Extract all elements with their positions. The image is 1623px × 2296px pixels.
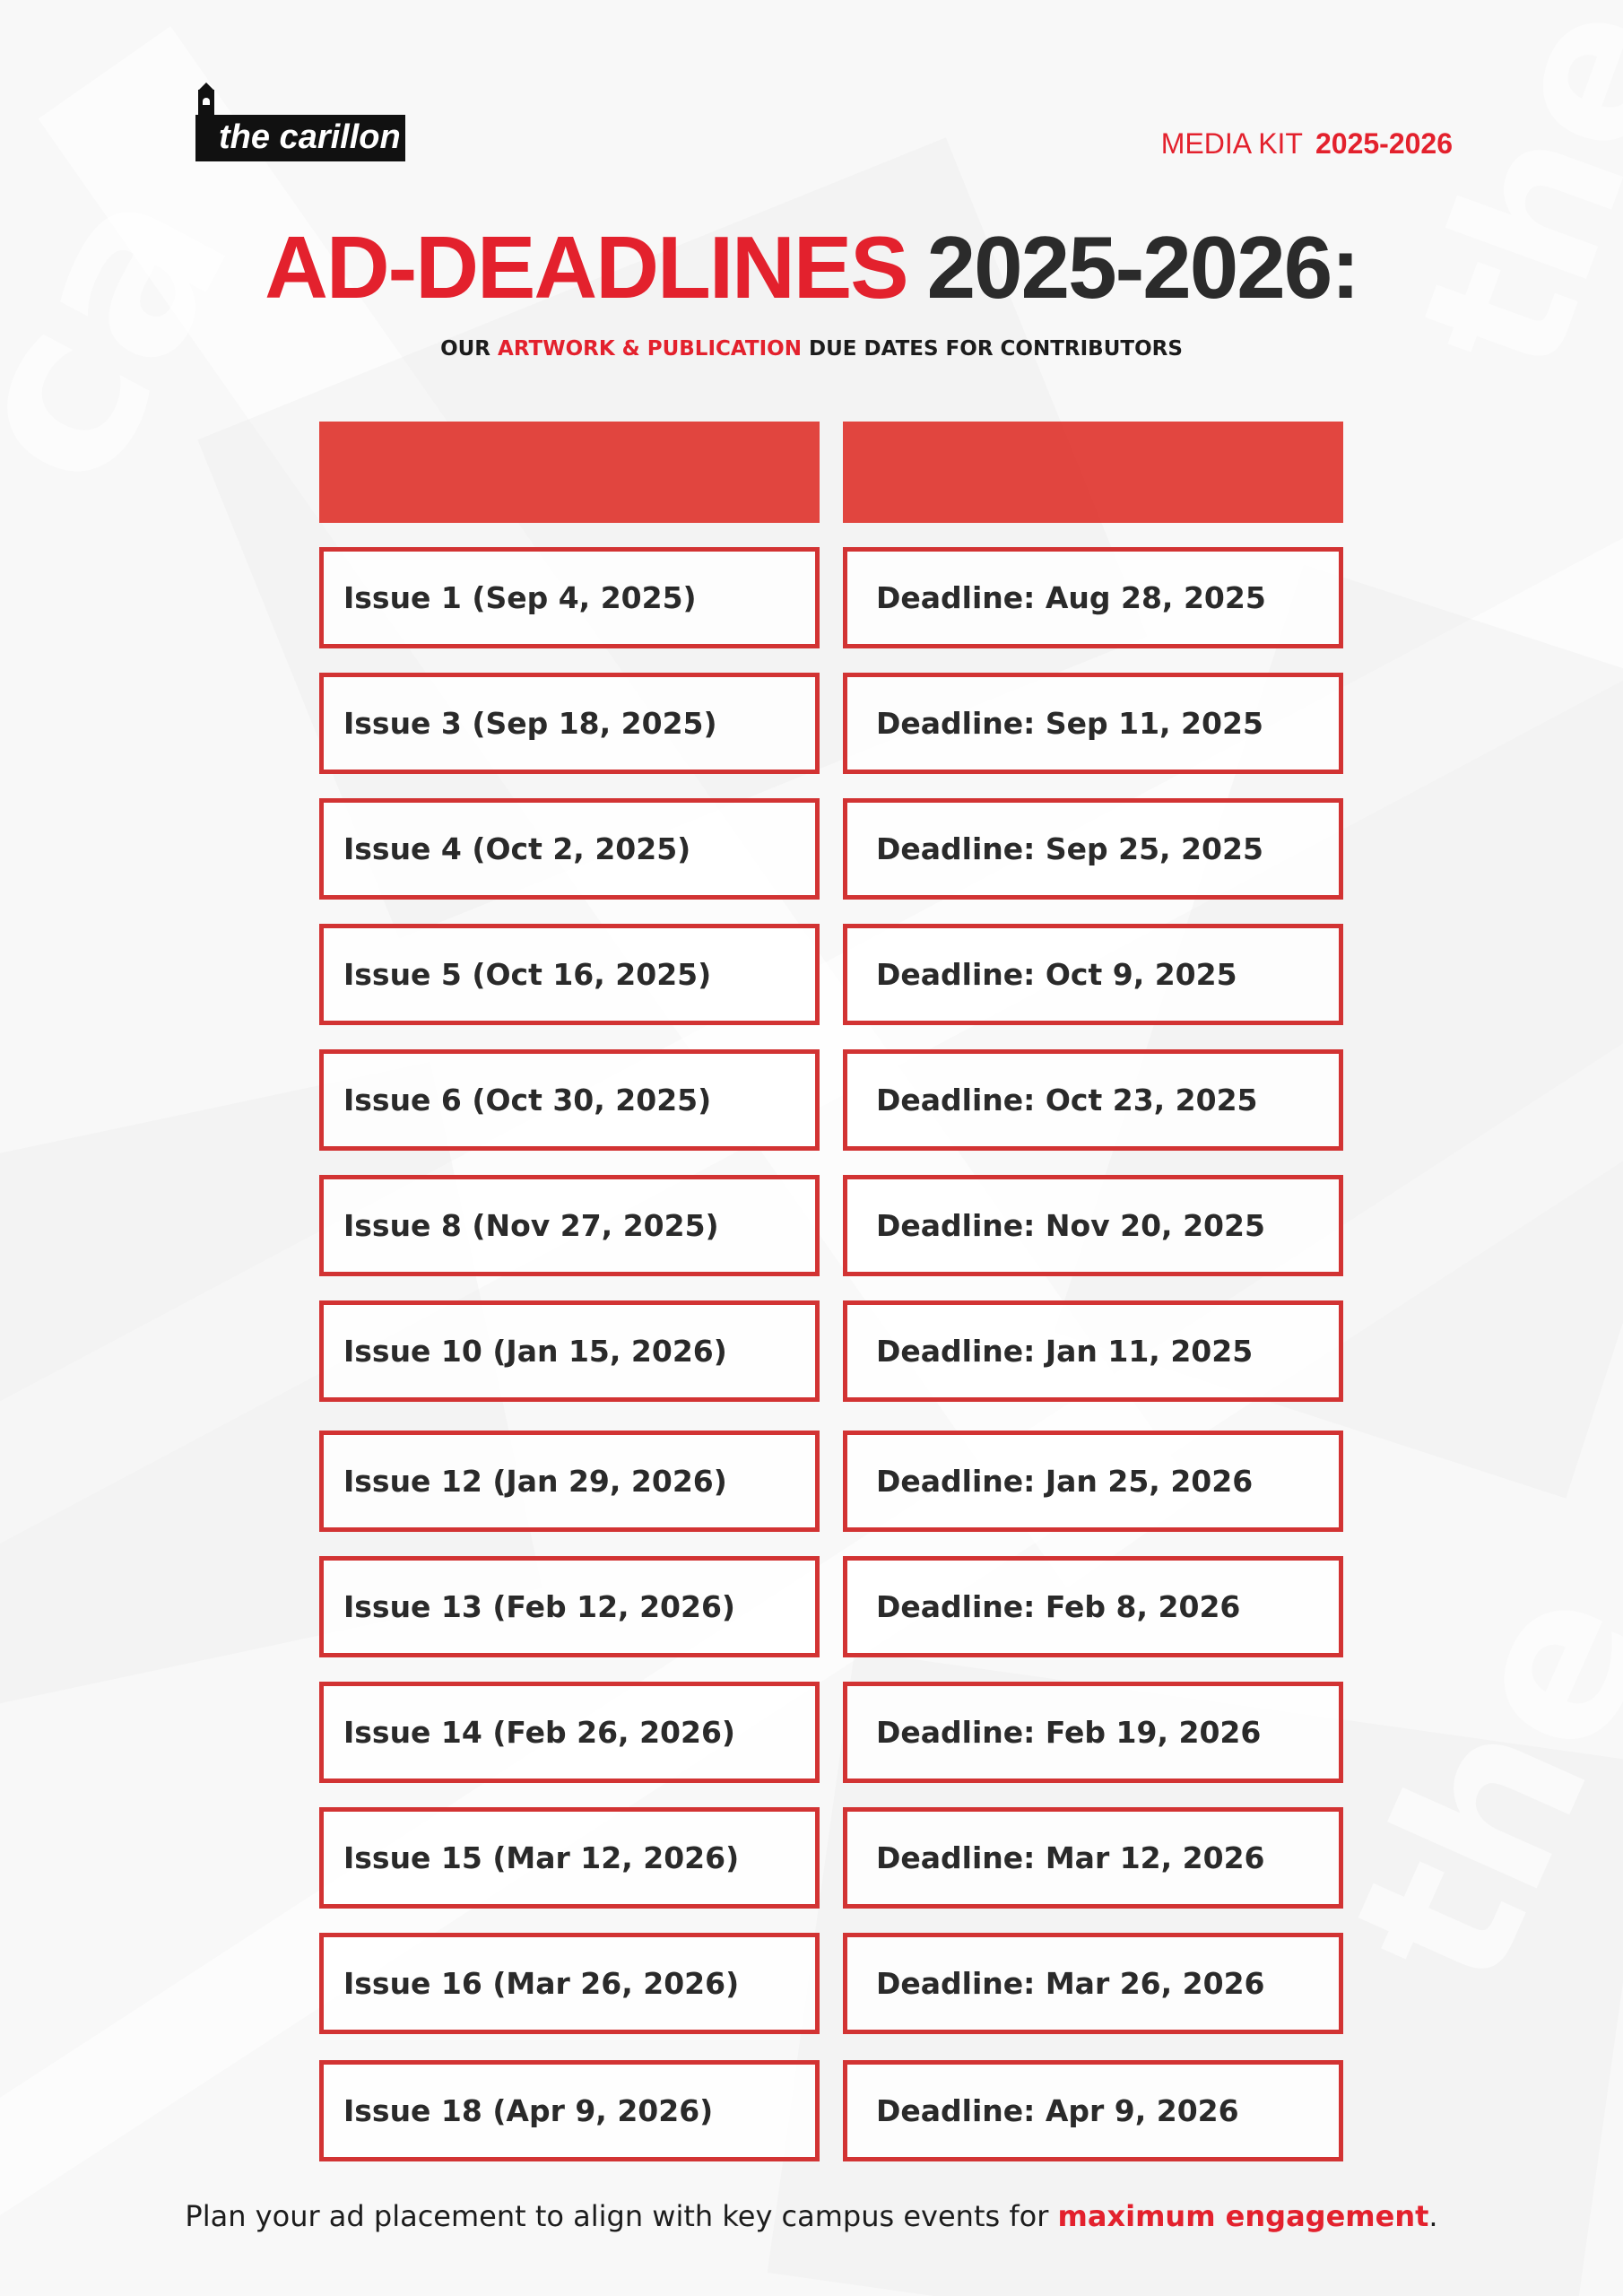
logo-text: the carillon (219, 118, 401, 156)
deadline-cell: Deadline: Nov 20, 2025 (843, 1175, 1343, 1276)
table-header-deadline (843, 422, 1343, 523)
media-kit-label (1161, 127, 1453, 161)
table-row (0, 924, 1623, 1025)
deadline-cell: Deadline: Sep 11, 2025 (843, 673, 1343, 774)
table-header-issue (319, 422, 820, 523)
issue-cell: Issue 3 (Sep 18, 2025) (319, 673, 820, 774)
issue-cell: Issue 15 (Mar 12, 2026) (319, 1807, 820, 1909)
table-row (0, 1175, 1623, 1276)
deadline-cell: Deadline: Mar 12, 2026 (843, 1807, 1343, 1909)
issue-cell: Issue 4 (Oct 2, 2025) (319, 798, 820, 900)
table-row (0, 547, 1623, 648)
title-year: 2025-2026: (926, 218, 1358, 317)
issue-cell: Issue 18 (Apr 9, 2026) (319, 2060, 820, 2161)
table-row (0, 1933, 1623, 2034)
subtitle-prefix: OUR (440, 337, 491, 361)
table-row (0, 1431, 1623, 1532)
deadline-cell: Deadline: Feb 8, 2026 (843, 1556, 1343, 1657)
issue-cell: Issue 5 (Oct 16, 2025) (319, 924, 820, 1025)
table-row (0, 1807, 1623, 1909)
bell-tower-icon (198, 90, 214, 115)
page-title (0, 213, 1623, 321)
media-kit-year: 2025-2026 (1315, 127, 1453, 160)
table-row (0, 798, 1623, 900)
deadline-cell: Deadline: Jan 11, 2025 (843, 1300, 1343, 1402)
issue-cell: Issue 1 (Sep 4, 2025) (319, 547, 820, 648)
subtitle-highlight: ARTWORK & PUBLICATION (498, 337, 802, 361)
deadline-cell: Deadline: Feb 19, 2026 (843, 1682, 1343, 1783)
deadline-cell: Deadline: Mar 26, 2026 (843, 1933, 1343, 2034)
page-subtitle (0, 337, 1623, 361)
media-kit-text: MEDIA KIT (1160, 127, 1303, 160)
logo (195, 90, 405, 163)
footer-highlight: maximum engagement (1057, 2199, 1429, 2233)
table-row (0, 1300, 1623, 1402)
issue-cell: Issue 8 (Nov 27, 2025) (319, 1175, 820, 1276)
deadline-cell: Deadline: Oct 9, 2025 (843, 924, 1343, 1025)
table-row (0, 1049, 1623, 1151)
issue-cell: Issue 6 (Oct 30, 2025) (319, 1049, 820, 1151)
title-highlight: AD-DEADLINES (265, 218, 907, 317)
table-row (0, 1682, 1623, 1783)
deadline-cell: Deadline: Aug 28, 2025 (843, 547, 1343, 648)
footer-prefix: Plan your ad placement to align with key campus events for (185, 2199, 1049, 2233)
deadline-cell: Deadline: Sep 25, 2025 (843, 798, 1343, 900)
issue-cell: Issue 16 (Mar 26, 2026) (319, 1933, 820, 2034)
table-row (0, 673, 1623, 774)
issue-cell: Issue 13 (Feb 12, 2026) (319, 1556, 820, 1657)
issue-cell: Issue 12 (Jan 29, 2026) (319, 1431, 820, 1532)
footer-note (0, 2199, 1623, 2233)
subtitle-suffix: DUE DATES FOR CONTRIBUTORS (808, 337, 1183, 361)
table-row (0, 1556, 1623, 1657)
issue-cell: Issue 14 (Feb 26, 2026) (319, 1682, 820, 1783)
footer-suffix: . (1428, 2199, 1438, 2233)
deadline-cell: Deadline: Apr 9, 2026 (843, 2060, 1343, 2161)
deadline-cell: Deadline: Oct 23, 2025 (843, 1049, 1343, 1151)
issue-cell: Issue 10 (Jan 15, 2026) (319, 1300, 820, 1402)
table-row (0, 2060, 1623, 2161)
deadline-cell: Deadline: Jan 25, 2026 (843, 1431, 1343, 1532)
